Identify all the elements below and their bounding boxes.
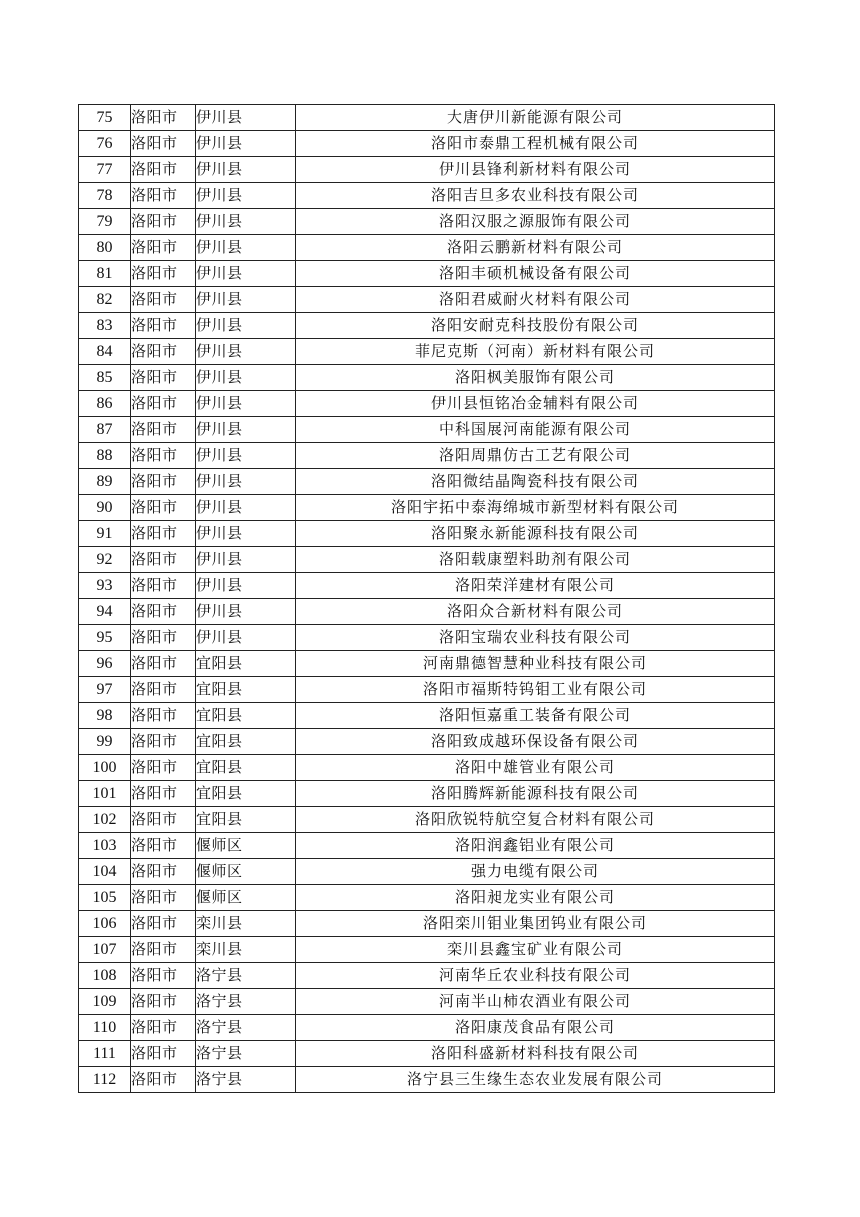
city-cell: 洛阳市	[131, 1067, 196, 1093]
row-number-cell: 85	[79, 365, 131, 391]
company-name-cell: 伊川县恒铭冶金辅料有限公司	[296, 391, 775, 417]
row-number-cell: 95	[79, 625, 131, 651]
county-cell: 伊川县	[196, 235, 296, 261]
county-cell: 宜阳县	[196, 755, 296, 781]
county-cell: 伊川县	[196, 599, 296, 625]
table-row	[79, 807, 775, 833]
county-cell: 伊川县	[196, 391, 296, 417]
city-cell: 洛阳市	[131, 313, 196, 339]
row-number-cell: 77	[79, 157, 131, 183]
company-name-cell: 洛阳恒嘉重工装备有限公司	[296, 703, 775, 729]
company-name-cell: 洛阳枫美服饰有限公司	[296, 365, 775, 391]
county-cell: 伊川县	[196, 157, 296, 183]
county-cell: 宜阳县	[196, 651, 296, 677]
table-row	[79, 417, 775, 443]
table-row	[79, 963, 775, 989]
row-number-cell: 96	[79, 651, 131, 677]
row-number-cell: 76	[79, 131, 131, 157]
row-number-cell: 102	[79, 807, 131, 833]
table-row	[79, 625, 775, 651]
city-cell: 洛阳市	[131, 807, 196, 833]
county-cell: 洛宁县	[196, 963, 296, 989]
city-cell: 洛阳市	[131, 937, 196, 963]
table-row	[79, 313, 775, 339]
row-number-cell: 82	[79, 287, 131, 313]
table-row	[79, 911, 775, 937]
company-name-cell: 洛阳安耐克科技股份有限公司	[296, 313, 775, 339]
county-cell: 伊川县	[196, 443, 296, 469]
company-name-cell: 洛阳康茂食品有限公司	[296, 1015, 775, 1041]
city-cell: 洛阳市	[131, 235, 196, 261]
company-name-cell: 洛阳中雄管业有限公司	[296, 755, 775, 781]
county-cell: 伊川县	[196, 573, 296, 599]
company-name-cell: 洛阳微结晶陶瓷科技有限公司	[296, 469, 775, 495]
county-cell: 宜阳县	[196, 703, 296, 729]
city-cell: 洛阳市	[131, 339, 196, 365]
company-name-cell: 洛阳宇拓中泰海绵城市新型材料有限公司	[296, 495, 775, 521]
table-row	[79, 209, 775, 235]
table-row	[79, 885, 775, 911]
city-cell: 洛阳市	[131, 469, 196, 495]
table-row	[79, 365, 775, 391]
company-table-body	[79, 105, 775, 1093]
city-cell: 洛阳市	[131, 443, 196, 469]
city-cell: 洛阳市	[131, 157, 196, 183]
company-name-cell: 洛阳汉服之源服饰有限公司	[296, 209, 775, 235]
row-number-cell: 75	[79, 105, 131, 131]
table-row	[79, 339, 775, 365]
company-name-cell: 栾川县鑫宝矿业有限公司	[296, 937, 775, 963]
city-cell: 洛阳市	[131, 417, 196, 443]
table-row	[79, 131, 775, 157]
row-number-cell: 89	[79, 469, 131, 495]
county-cell: 栾川县	[196, 937, 296, 963]
row-number-cell: 109	[79, 989, 131, 1015]
table-row	[79, 443, 775, 469]
table-row	[79, 1067, 775, 1093]
table-row	[79, 183, 775, 209]
row-number-cell: 81	[79, 261, 131, 287]
table-row	[79, 833, 775, 859]
row-number-cell: 91	[79, 521, 131, 547]
county-cell: 栾川县	[196, 911, 296, 937]
county-cell: 伊川县	[196, 209, 296, 235]
city-cell: 洛阳市	[131, 625, 196, 651]
company-name-cell: 洛阳润鑫铝业有限公司	[296, 833, 775, 859]
county-cell: 洛宁县	[196, 1041, 296, 1067]
company-name-cell: 洛阳聚永新能源科技有限公司	[296, 521, 775, 547]
city-cell: 洛阳市	[131, 209, 196, 235]
city-cell: 洛阳市	[131, 911, 196, 937]
row-number-cell: 107	[79, 937, 131, 963]
city-cell: 洛阳市	[131, 989, 196, 1015]
county-cell: 伊川县	[196, 495, 296, 521]
table-row	[79, 1015, 775, 1041]
company-name-cell: 河南鼎德智慧种业科技有限公司	[296, 651, 775, 677]
county-cell: 伊川县	[196, 261, 296, 287]
city-cell: 洛阳市	[131, 261, 196, 287]
row-number-cell: 93	[79, 573, 131, 599]
table-row	[79, 547, 775, 573]
city-cell: 洛阳市	[131, 677, 196, 703]
city-cell: 洛阳市	[131, 573, 196, 599]
table-row	[79, 391, 775, 417]
city-cell: 洛阳市	[131, 183, 196, 209]
table-row	[79, 755, 775, 781]
table-row	[79, 703, 775, 729]
row-number-cell: 78	[79, 183, 131, 209]
row-number-cell: 87	[79, 417, 131, 443]
table-row	[79, 781, 775, 807]
company-name-cell: 洛阳周鼎仿古工艺有限公司	[296, 443, 775, 469]
row-number-cell: 90	[79, 495, 131, 521]
company-name-cell: 河南华丘农业科技有限公司	[296, 963, 775, 989]
county-cell: 洛宁县	[196, 1015, 296, 1041]
city-cell: 洛阳市	[131, 391, 196, 417]
county-cell: 伊川县	[196, 313, 296, 339]
table-row	[79, 469, 775, 495]
table-row	[79, 859, 775, 885]
company-name-cell: 洛阳市福斯特钨钼工业有限公司	[296, 677, 775, 703]
company-name-cell: 洛阳致成越环保设备有限公司	[296, 729, 775, 755]
company-name-cell: 洛阳众合新材料有限公司	[296, 599, 775, 625]
city-cell: 洛阳市	[131, 859, 196, 885]
county-cell: 洛宁县	[196, 989, 296, 1015]
company-name-cell: 洛阳昶龙实业有限公司	[296, 885, 775, 911]
city-cell: 洛阳市	[131, 651, 196, 677]
county-cell: 宜阳县	[196, 781, 296, 807]
city-cell: 洛阳市	[131, 495, 196, 521]
county-cell: 伊川县	[196, 547, 296, 573]
row-number-cell: 88	[79, 443, 131, 469]
city-cell: 洛阳市	[131, 703, 196, 729]
county-cell: 宜阳县	[196, 807, 296, 833]
city-cell: 洛阳市	[131, 1041, 196, 1067]
company-name-cell: 河南半山柿农酒业有限公司	[296, 989, 775, 1015]
row-number-cell: 98	[79, 703, 131, 729]
row-number-cell: 111	[79, 1041, 131, 1067]
company-name-cell: 洛阳欣锐特航空复合材料有限公司	[296, 807, 775, 833]
county-cell: 宜阳县	[196, 677, 296, 703]
table-row	[79, 1041, 775, 1067]
company-name-cell: 洛阳云鹏新材料有限公司	[296, 235, 775, 261]
company-name-cell: 洛阳腾辉新能源科技有限公司	[296, 781, 775, 807]
county-cell: 伊川县	[196, 183, 296, 209]
row-number-cell: 104	[79, 859, 131, 885]
county-cell: 偃师区	[196, 859, 296, 885]
table-row	[79, 937, 775, 963]
city-cell: 洛阳市	[131, 781, 196, 807]
city-cell: 洛阳市	[131, 547, 196, 573]
row-number-cell: 112	[79, 1067, 131, 1093]
company-table	[78, 104, 775, 1093]
row-number-cell: 106	[79, 911, 131, 937]
county-cell: 偃师区	[196, 885, 296, 911]
city-cell: 洛阳市	[131, 521, 196, 547]
table-row	[79, 157, 775, 183]
table-row	[79, 573, 775, 599]
city-cell: 洛阳市	[131, 287, 196, 313]
table-row	[79, 729, 775, 755]
row-number-cell: 99	[79, 729, 131, 755]
county-cell: 伊川县	[196, 625, 296, 651]
company-name-cell: 菲尼克斯（河南）新材料有限公司	[296, 339, 775, 365]
table-row	[79, 261, 775, 287]
company-name-cell: 洛阳市泰鼎工程机械有限公司	[296, 131, 775, 157]
row-number-cell: 83	[79, 313, 131, 339]
county-cell: 宜阳县	[196, 729, 296, 755]
table-row	[79, 989, 775, 1015]
company-name-cell: 洛阳科盛新材料科技有限公司	[296, 1041, 775, 1067]
county-cell: 伊川县	[196, 469, 296, 495]
row-number-cell: 94	[79, 599, 131, 625]
county-cell: 伊川县	[196, 521, 296, 547]
city-cell: 洛阳市	[131, 105, 196, 131]
table-row	[79, 599, 775, 625]
county-cell: 洛宁县	[196, 1067, 296, 1093]
company-name-cell: 洛阳君威耐火材料有限公司	[296, 287, 775, 313]
row-number-cell: 97	[79, 677, 131, 703]
company-name-cell: 伊川县锋利新材料有限公司	[296, 157, 775, 183]
city-cell: 洛阳市	[131, 365, 196, 391]
table-row	[79, 677, 775, 703]
row-number-cell: 108	[79, 963, 131, 989]
city-cell: 洛阳市	[131, 963, 196, 989]
county-cell: 伊川县	[196, 105, 296, 131]
company-name-cell: 大唐伊川新能源有限公司	[296, 105, 775, 131]
county-cell: 伊川县	[196, 287, 296, 313]
company-name-cell: 洛阳荣洋建材有限公司	[296, 573, 775, 599]
company-name-cell: 洛阳栾川钼业集团钨业有限公司	[296, 911, 775, 937]
company-name-cell: 洛阳吉旦多农业科技有限公司	[296, 183, 775, 209]
table-row	[79, 105, 775, 131]
city-cell: 洛阳市	[131, 1015, 196, 1041]
county-cell: 伊川县	[196, 339, 296, 365]
city-cell: 洛阳市	[131, 131, 196, 157]
city-cell: 洛阳市	[131, 599, 196, 625]
table-row	[79, 495, 775, 521]
row-number-cell: 103	[79, 833, 131, 859]
row-number-cell: 92	[79, 547, 131, 573]
row-number-cell: 80	[79, 235, 131, 261]
company-name-cell: 洛宁县三生缘生态农业发展有限公司	[296, 1067, 775, 1093]
row-number-cell: 101	[79, 781, 131, 807]
row-number-cell: 84	[79, 339, 131, 365]
company-name-cell: 强力电缆有限公司	[296, 859, 775, 885]
company-name-cell: 洛阳丰硕机械设备有限公司	[296, 261, 775, 287]
row-number-cell: 110	[79, 1015, 131, 1041]
city-cell: 洛阳市	[131, 833, 196, 859]
row-number-cell: 86	[79, 391, 131, 417]
city-cell: 洛阳市	[131, 755, 196, 781]
row-number-cell: 79	[79, 209, 131, 235]
city-cell: 洛阳市	[131, 885, 196, 911]
county-cell: 偃师区	[196, 833, 296, 859]
county-cell: 伊川县	[196, 417, 296, 443]
county-cell: 伊川县	[196, 365, 296, 391]
table-row	[79, 521, 775, 547]
row-number-cell: 105	[79, 885, 131, 911]
company-name-cell: 中科国展河南能源有限公司	[296, 417, 775, 443]
company-name-cell: 洛阳宝瑞农业科技有限公司	[296, 625, 775, 651]
table-row	[79, 235, 775, 261]
company-name-cell: 洛阳载康塑料助剂有限公司	[296, 547, 775, 573]
row-number-cell: 100	[79, 755, 131, 781]
county-cell: 伊川县	[196, 131, 296, 157]
city-cell: 洛阳市	[131, 729, 196, 755]
table-row	[79, 287, 775, 313]
table-row	[79, 651, 775, 677]
